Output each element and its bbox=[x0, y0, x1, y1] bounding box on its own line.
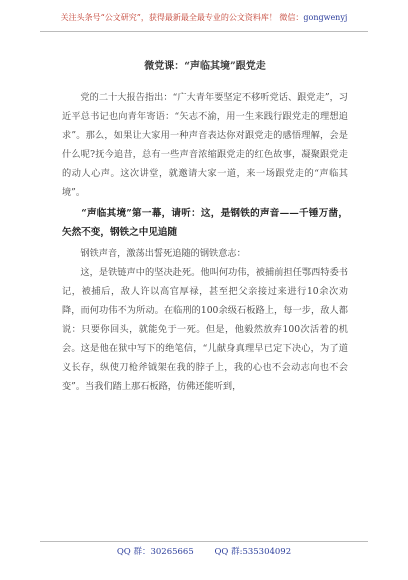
wechat-id: gongwenyj bbox=[303, 13, 348, 22]
intro-paragraph: 党的二十大报告指出：“广大青年要坚定不移听党话、跟党走”，习近平总书记也向青年寄语：“矢志不渝，用一生来践行跟党走的理想追求”。那么，如果让大家用一种声音表达你对跟党走的感悟理解，会是什么呢?抚今追昔，总有一些声音浓缩跟党走的红色故事，凝聚跟党走的动人心声。这次讲堂，就邀请大家一道，来一场跟党走的“声临其境”。 bbox=[62, 92, 348, 198]
document-title: 微党课：“声临其境”跟党走 bbox=[144, 61, 266, 72]
footer-qq-group-1: QQ 群：30265665 bbox=[116, 547, 194, 557]
footer-qq-group-2: QQ 群:535304092 bbox=[214, 547, 292, 557]
section-paragraph: 钢铁声音，激荡出誓死追随的钢铁意志： bbox=[80, 248, 246, 259]
section-paragraph: 这，是铁链声中的坚决赴死。他叫何功伟，被捕前担任鄂西特委书记，被捕后，敌人许以高官厚禄，甚至把父亲接过来进行10余次劝降，而何功伟不为所动。在临刑的100余级石板路上，每一步，敌人都说：只要你回头，就能免于一死。但是，他毅然放弃100次活着的机会。这是他在狱中写下的绝笔信，“儿献身真理早已定下决心，为了道义长存，纵使刀枪斧钺架在我的脖子上，我的心也不会动志向也不会变”。当我们踏上那石板路，仿佛还能听到， bbox=[62, 267, 348, 392]
header-divider bbox=[40, 31, 368, 32]
section-heading: “声临其境”第一幕，请听：这，是钢铁的声音——千锤万凿，矢然不变，钢铁之中见追随 bbox=[62, 208, 348, 238]
footer bbox=[0, 546, 408, 558]
document-body bbox=[62, 60, 348, 396]
header-note bbox=[40, 12, 368, 24]
footer-divider bbox=[40, 541, 368, 542]
header-note-text: 关注头条号“公文研究”，获得最新最全最专业的公文资料库！ 微信： bbox=[60, 13, 304, 22]
